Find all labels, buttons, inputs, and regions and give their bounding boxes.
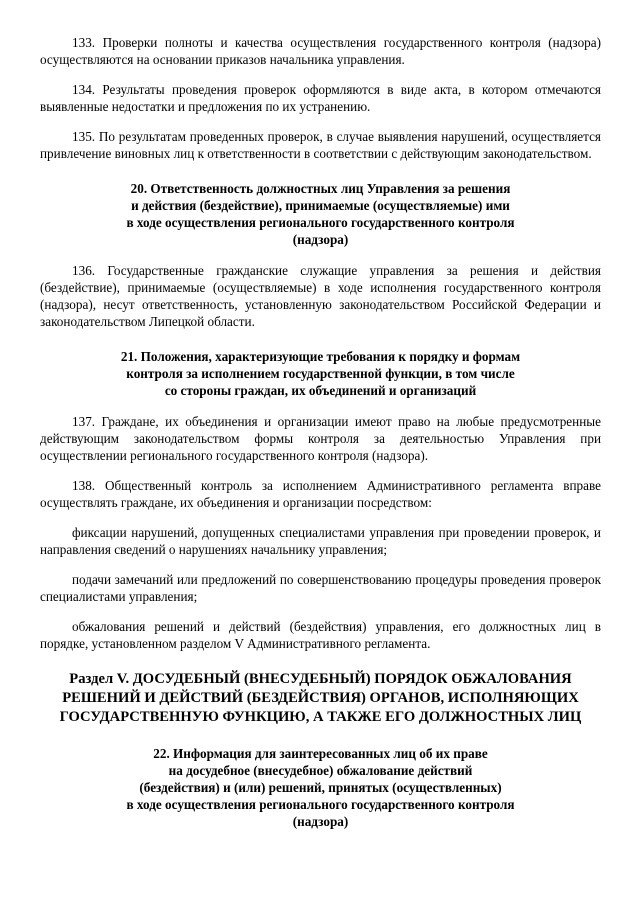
heading-section-21 bbox=[40, 348, 601, 399]
document-page bbox=[40, 34, 601, 844]
heading-section-22 bbox=[40, 745, 601, 830]
paragraph-138: 138. Общественный контроль за исполнением Административного регламента вправе осуществлять граждане, их объединения и организации посредством: bbox=[40, 478, 601, 510]
heading-line: со стороны граждан, их объединений и организаций bbox=[164, 383, 477, 398]
heading-line: на досудебное (внесудебное) обжалование действий bbox=[168, 763, 473, 778]
paragraph-136: 136. Государственные гражданские служащие управления за решения и действия (бездействие), принимаемые (осуществляемые) в ходе исполнения государственного контроля (надзора), несут ответственность, установленную законодательством Российской Федерации и законодательством Липецкой области. bbox=[40, 263, 601, 329]
heading-line: в ходе осуществления регионального государственного контроля bbox=[126, 797, 515, 812]
paragraph-133: 133. Проверки полноты и качества осуществления государственного контроля (надзора) осуществляются на основании приказов начальника управления. bbox=[40, 35, 601, 67]
heading-line: контроля за исполнением государственной функции, в том числе bbox=[126, 366, 515, 381]
heading-line: (надзора) bbox=[292, 814, 349, 829]
heading-line: в ходе осуществления регионального государственного контроля bbox=[126, 215, 515, 230]
list-item-fixation: фиксации нарушений, допущенных специалистами управления при проведении проверок, и направления сведений о нарушениях начальнику управления; bbox=[40, 525, 601, 557]
paragraph-135: 135. По результатам проведенных проверок, в случае выявления нарушений, осуществляется привлечение виновных лиц к ответственности в соответствии с действующим законодательством. bbox=[40, 129, 601, 161]
heading-line: и действия (бездействие), принимаемые (осуществляемые) ими bbox=[131, 198, 510, 213]
paragraph-137: 137. Граждане, их объединения и организации имеют право на любые предусмотренные действующим законодательством формы контроля за деятельностью Управления при осуществлении регионального государственного контроля (надзора). bbox=[40, 414, 601, 463]
section-title-line: Раздел V. ДОСУДЕБНЫЙ (ВНЕСУДЕБНЫЙ) ПОРЯДОК ОБЖАЛОВАНИЯ bbox=[69, 671, 572, 687]
heading-line: (надзора) bbox=[292, 232, 349, 247]
list-item-remarks: подачи замечаний или предложений по совершенствованию процедуры проведения проверок специалистами управления; bbox=[40, 572, 601, 604]
section-v-title bbox=[40, 670, 601, 727]
paragraph-134: 134. Результаты проведения проверок оформляются в виде акта, в котором отмечаются выявленные недостатки и предложения по их устранению. bbox=[40, 82, 601, 114]
heading-section-20 bbox=[40, 180, 601, 248]
heading-line: 21. Положения, характеризующие требования к порядку и формам bbox=[120, 349, 521, 364]
list-item-appeal: обжалования решений и действий (бездействия) управления, его должностных лиц в порядке, установленном разделом V Административного регламента. bbox=[40, 619, 601, 651]
section-title-line: ГОСУДАРСТВЕННУЮ ФУНКЦИЮ, А ТАКЖЕ ЕГО ДОЛЖНОСТНЫХ ЛИЦ bbox=[59, 709, 582, 725]
section-title-line: РЕШЕНИЙ И ДЕЙСТВИЙ (БЕЗДЕЙСТВИЯ) ОРГАНОВ, ИСПОЛНЯЮЩИХ bbox=[62, 690, 579, 706]
heading-line: (бездействия) и (или) решений, принятых (осуществленных) bbox=[139, 780, 502, 795]
heading-line: 22. Информация для заинтересованных лиц об их праве bbox=[153, 746, 488, 761]
heading-line: 20. Ответственность должностных лиц Управления за решения bbox=[130, 181, 511, 196]
